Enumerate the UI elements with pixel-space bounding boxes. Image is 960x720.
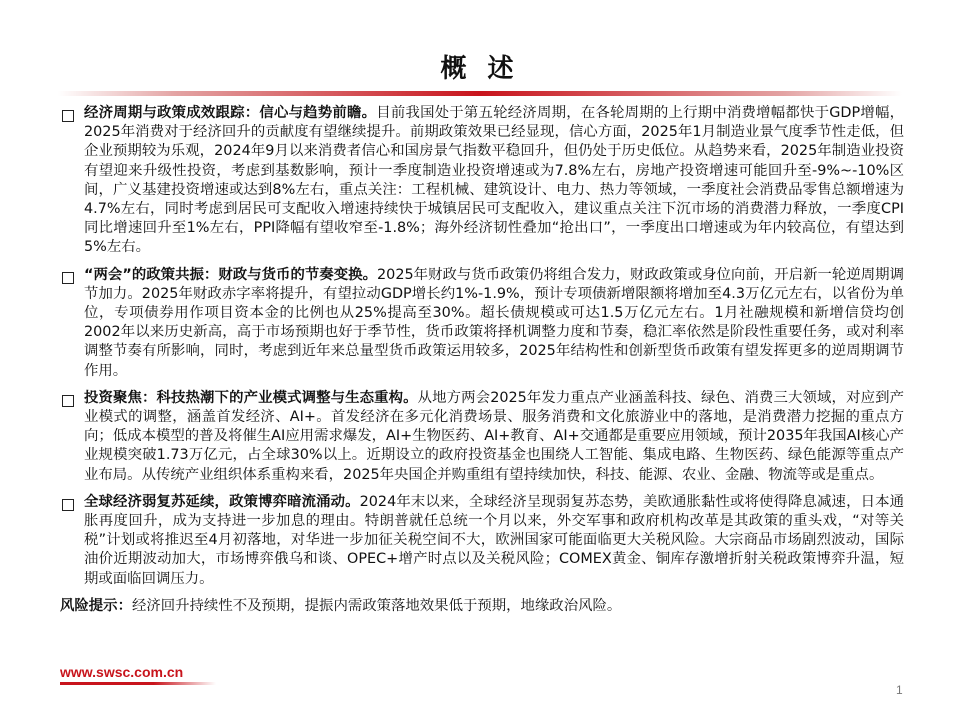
title-divider bbox=[58, 91, 902, 96]
summary-content bbox=[60, 104, 904, 616]
bullet-body: 2025年财政与货币政策仍将组合发力，财政政策或身位向前，开启新一轮逆周期调节加力。2025年财政赤字率将提升，有望拉动GDP增长约1%-1.9%，预计专项债新增限额将增加至4.3万亿元左右，以省份为单位，专项债券用作项目资本金的比例也从25%提高至30%。超长债规模或可达1.5万亿元左右。1月社融规模和新增信贷均创2002年以来历史新高，高于市场预期也好于季节性，货币政策将择机调整力度和节奏，稳汇率依然是阶段性重要任务，或对利率调整节奏有所影响，同时，考虑到近年来总量型货币政策运用较多，2025年结构性和创新型货币政策有望发挥更多的逆周期调节作用。 bbox=[84, 266, 904, 379]
bullet-body: 从地方两会2025年发力重点产业涵盖科技、绿色、消费三大领域，对应到产业模式的调整，涵盖首发经济、AI+。首发经济在多元化消费场景、服务消费和文化旅游业中的落地，是消费潜力挖掘的重点方向；低成本模型的普及将催生AI应用需求爆发，AI+生物医药、AI+教育、AI+交通都是重要应用领域，预计2035年我国AI核心产业规模突破1.73万亿元，占全球30%以上。近期设立的政府投资基金也围绕人工智能、集成电路、生物医药、绿色能源等重点产业布局。从传统产业组织体系重构来看，2025年央国企并购重组有望持续加快，科技、能源、农业、金融、物流等或是重点。 bbox=[84, 389, 904, 483]
square-bullet-icon bbox=[62, 499, 74, 511]
risk-text: 经济回升持续性不及预期，提振内需政策落地效果低于预期，地缘政治风险。 bbox=[131, 597, 622, 614]
bullet-paragraph bbox=[84, 493, 904, 589]
square-bullet-icon bbox=[62, 110, 74, 122]
footer-divider bbox=[60, 682, 216, 685]
risk-label: 风险提示： bbox=[60, 597, 132, 614]
bullet-investment-focus bbox=[60, 389, 904, 485]
bullet-heading: “两会”的政策共振：财政与货币的节奏变换。 bbox=[84, 266, 378, 283]
bullet-economic-cycle bbox=[60, 104, 904, 258]
bullet-two-sessions bbox=[60, 266, 904, 381]
bullet-heading: 经济周期与政策成效跟踪：信心与趋势前瞻。 bbox=[84, 105, 377, 121]
square-bullet-icon bbox=[62, 272, 74, 284]
page-number: 1 bbox=[896, 683, 903, 697]
bullet-paragraph bbox=[84, 104, 904, 258]
bullet-paragraph bbox=[84, 266, 904, 381]
bullet-heading: 全球经济弱复苏延续，政策博弈暗流涌动。 bbox=[84, 493, 360, 510]
website-link[interactable]: www.swsc.com.cn bbox=[60, 664, 184, 680]
bullet-body: 2024年末以来，全球经济呈现弱复苏态势，美欧通胀黏性或将使得降息减速，日本通胀再度回升，成为支持进一步加息的理由。特朗普就任总统一个月以来，外交军事和政府机构改革是其政策的重头戏，“对等关税”计划或将推迟至4月初落地，对华进一步加征关税空间不大，欧洲国家可能面临更大关税风险。大宗商品市场剧烈波动，国际油价近期波动加大，市场博弈俄乌和谈、OPEC+增产时点以及关税风险；COMEX黄金、铜库存激增折射关税政策博弈升温，短期或面临回调压力。 bbox=[84, 493, 904, 587]
bullet-paragraph bbox=[84, 389, 904, 485]
page-title: 概 述 bbox=[440, 54, 520, 84]
bullet-body: 目前我国处于第五轮经济周期，在各轮周期的上行期中消费增幅都快于GDP增幅，2025年消费对于经济回升的贡献度有望继续提升。前期政策效果已经显现，信心方面，2025年1月制造业景气度季节性走低，但企业预期较为乐观，2024年9月以来消费者信心和国房景气指数平稳回升，但仍处于历史低位。从趋势来看，2025年制造业投资有望迎来升级性投资，考虑到基数影响，预计一季度制造业投资增速或为7.8%左右，房地产投资增速可能回升至-9%~-10%区间，广义基建投资增速或达到8%左右，重点关注：工程机械、建筑设计、电力、热力等领域，一季度社会消费品零售总额增速为4.7%左右，同时考虑到居民可支配收入增速持续快于城镇居民可支配收入，建议重点关注下沉市场的消费潜力释放，一季度CPI同比增速回升至1%左右，PPI降幅有望收窄至-1.8%；海外经济韧性叠加“抢出口”，一季度出口增速或为年内较高位，有望达到5%左右。 bbox=[84, 105, 904, 256]
square-bullet-icon bbox=[62, 395, 74, 407]
risk-warning bbox=[60, 597, 904, 616]
bullet-heading: 投资聚焦：科技热潮下的产业模式调整与生态重构。 bbox=[84, 389, 418, 406]
bullet-global-economy bbox=[60, 493, 904, 589]
